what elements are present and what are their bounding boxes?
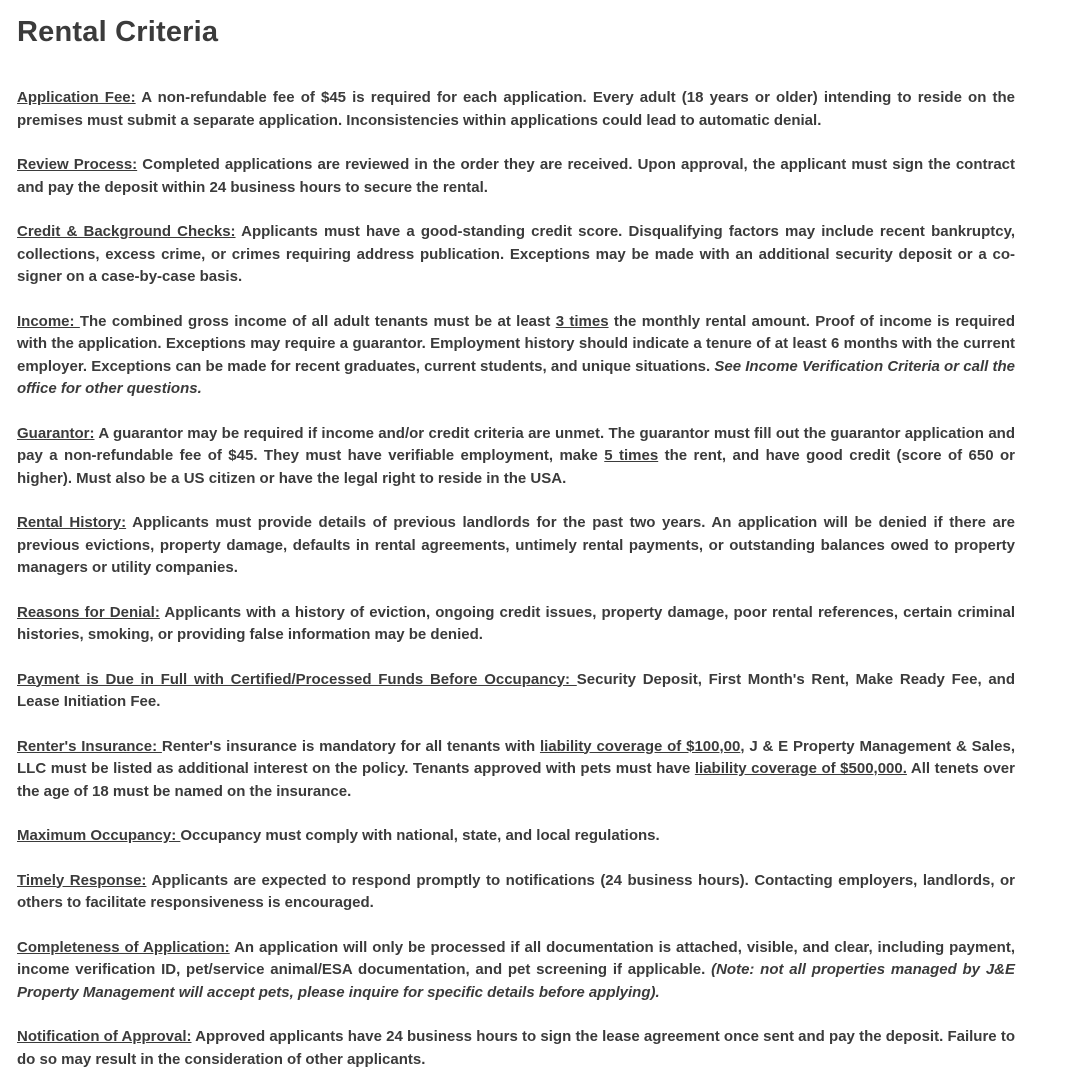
paragraph <box>17 870 1015 915</box>
paragraph-segment-normal: the monthly rental amount. Proof of income is required with the application. Exceptions may require a guarantor. Employment history should indicate a tenure of at least 6 months with the current employer. Exceptions can be made for recent graduates, current students, and unique situations. <box>17 312 1015 375</box>
paragraph-segment-normal: Completed applications are reviewed in the order they are received. Upon approval, the applicant must sign the contract and pay the deposit within 24 business hours to secure the rental. <box>17 156 1015 196</box>
paragraphs-container <box>17 87 1015 1071</box>
paragraph-segment-italic: See Income Verification Criteria or call the office for other questions. <box>17 357 1015 397</box>
paragraph-segment-normal: Applicants must provide details of previous landlords for the past two years. An application will be denied if there are previous evictions, property damage, defaults in rental agreements, untimely rental payments, or outstanding balances owed to property managers or utility companies. <box>17 514 1016 576</box>
paragraph-heading: Review Process: <box>17 156 138 173</box>
paragraph-segment-normal: Applicants with a history of eviction, ongoing credit issues, property damage, poor rental references, certain criminal histories, smoking, or providing false information may be denied. <box>17 603 1015 643</box>
paragraph <box>17 736 1015 804</box>
paragraph-segment-normal: Renter's insurance is mandatory for all tenants with <box>161 737 540 755</box>
paragraph <box>17 669 1015 714</box>
paragraph <box>17 154 1015 199</box>
paragraph <box>17 825 1015 848</box>
paragraph-segment-underline: 3 times <box>555 312 609 330</box>
paragraph-segment-italic: (Note: not all properties managed by J&E Property Management will accept pets, please inquire for specific details before applying). <box>17 961 1015 1001</box>
paragraph-heading: Income: <box>17 312 80 330</box>
paragraph-segment-normal: A non-refundable fee of $45 is required for each application. Every adult (18 years or older) intending to reside on the premises must submit a separate application. Inconsistencies within applications could lead to automatic denial. <box>17 89 1015 129</box>
paragraph-segment-normal: , J & E Property Management & Sales, LLC must be listed as additional interest on the policy. Tenants approved with pets must have <box>17 737 1015 777</box>
paragraph-segment-normal: the rent, and have good credit (score of 650 or higher). Must also be a US citizen or have the legal right to reside in the USA. <box>17 447 1015 487</box>
paragraph <box>17 423 1015 491</box>
paragraph-segment-underline: liability coverage of $500,000. <box>694 760 907 777</box>
page-title: Rental Criteria <box>17 16 219 48</box>
paragraph <box>17 1026 1015 1071</box>
paragraph <box>17 937 1015 1005</box>
paragraph-segment-normal: Security Deposit, First Month's Rent, Make Ready Fee, and Lease Initiation Fee. <box>17 670 1015 710</box>
paragraph-heading: Reasons for Denial: <box>17 603 160 621</box>
paragraph-segment-normal: An application will only be processed if all documentation is attached, visible, and clear, including payment, income verification ID, pet/service animal/ESA documentation, and pet screening if applicable. <box>17 938 1015 978</box>
paragraph-heading: Payment is Due in Full with Certified/Processed Funds Before Occupancy: <box>17 670 577 688</box>
paragraph-segment-normal: All tenets over the age of 18 must be named on the insurance. <box>17 760 1015 800</box>
paragraph-heading: Maximum Occupancy: <box>17 827 181 844</box>
paragraph <box>17 87 1015 132</box>
paragraph-heading: Completeness of Application: <box>17 938 230 956</box>
paragraph-heading: Application Fee: <box>17 89 136 106</box>
paragraph-heading: Notification of Approval: <box>17 1028 192 1045</box>
paragraph <box>17 311 1015 401</box>
paragraph-heading: Timely Response: <box>17 871 147 889</box>
paragraph-heading: Renter's Insurance: <box>17 737 162 755</box>
paragraph <box>17 221 1015 289</box>
paragraph-heading: Credit & Background Checks: <box>17 223 236 240</box>
paragraph-heading: Guarantor: <box>17 424 95 442</box>
paragraph-segment-normal: Applicants are expected to respond promptly to notifications (24 business hours). Contacting employers, landlords, or others to facilitate responsiveness is encouraged. <box>17 871 1015 911</box>
paragraph-segment-underline: 5 times <box>604 447 659 464</box>
paragraph-segment-underline: liability coverage of $100,00 <box>539 737 741 755</box>
paragraph-heading: Rental History: <box>17 514 127 531</box>
paragraph-segment-normal: Applicants must have a good-standing credit score. Disqualifying factors may include recent bankruptcy, collections, excess crime, or crimes requiring address publication. Exceptions may be made with an additional security deposit or a co-signer on a case-by-case basis. <box>17 223 1015 285</box>
paragraph-segment-normal: A guarantor may be required if income and/or credit criteria are unmet. The guarantor must fill out the guarantor application and pay a non-refundable fee of $45. They must have verifiable employment, make <box>17 424 1015 464</box>
paragraph <box>17 512 1015 580</box>
paragraph-segment-normal: Approved applicants have 24 business hours to sign the lease agreement once sent and pay the deposit. Failure to do so may result in the consideration of other applicants. <box>17 1028 1015 1068</box>
paragraph <box>17 602 1015 647</box>
paragraph-segment-normal: Occupancy must comply with national, state, and local regulations. <box>180 827 660 844</box>
paragraph-segment-normal: The combined gross income of all adult tenants must be at least <box>79 312 556 330</box>
